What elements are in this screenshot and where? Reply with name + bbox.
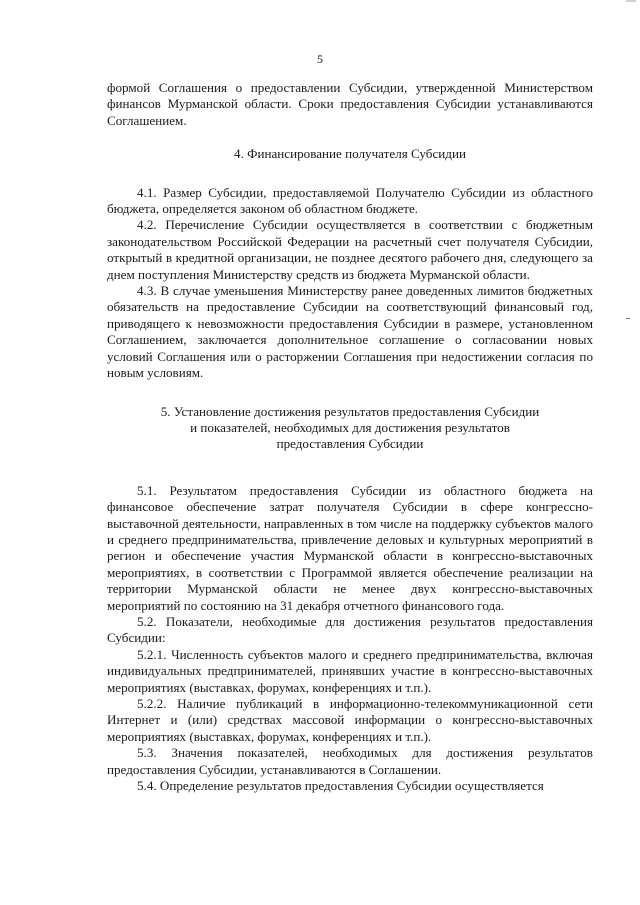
section-5-heading-line-3: предоставления Субсидии bbox=[276, 436, 424, 452]
paragraph-5-4: 5.4. Определение результатов предоставления Субсидии осуществляется bbox=[137, 778, 544, 794]
paragraph-4-1: 4.1. Размер Субсидии, предоставляемой Получателю Субсидии из областного бюджета, определяется законом об областном бюджете. bbox=[107, 184, 593, 217]
scan-mark bbox=[626, 0, 636, 2]
paragraph-5-2: 5.2. Показатели, необходимые для достижения результатов предоставления Субсидии: bbox=[107, 613, 593, 646]
paragraph-5-2-2: 5.2.2. Наличие публикаций в информационно-телекоммуникационной сети Интернет и (или) средствах массовой информации о конгрессно-выставочных мероприятиях (выставках, форумах, конференциях и т.п.). bbox=[107, 696, 593, 744]
paragraph-5-3: 5.3. Значения показателей, необходимых для достижения результатов предоставления Субсидии, устанавливаются в Соглашении. bbox=[107, 745, 593, 777]
section-5-heading-line-2: и показателей, необходимых для достижения результатов bbox=[190, 419, 510, 435]
page-number: 5 bbox=[317, 52, 323, 66]
section-5-heading bbox=[107, 404, 593, 453]
section-4-heading: 4. Финансирование получателя Субсидии bbox=[234, 146, 466, 162]
paragraph-5-2-1: 5.2.1. Численность субъектов малого и среднего предпринимательства, включая индивидуальных предпринимателей, принявших участие в конгрессно-выставочных мероприятиях (выставках, форумах, конференциях и т.п.). bbox=[107, 646, 593, 695]
scan-dash bbox=[626, 318, 630, 319]
paragraph-5-1: 5.1. Результатом предоставления Субсидии из областного бюджета на финансовое обеспечение затрат получателя Субсидии в сфере конгрессно-выставочной деятельности, направленных в том числе на поддержку субъектов малого и среднего предпринимательства, привлечение деловых и культурных мероприятий в регион и обеспечение участия Мурманской области в конгрессно-выставочных мероприятиях, в соответствии с Программой является обеспечение реализации на территории Мурманской области не менее двух конгрессно-выставочных мероприятий по состоянию на 31 декабря отчетного финансового года. bbox=[107, 482, 593, 613]
document-body bbox=[107, 80, 593, 794]
paragraph-4-2: 4.2. Перечисление Субсидии осуществляется в соответствии с бюджетным законодательством Российской Федерации на расчетный счет получателя Субсидии, открытый в кредитной организации, не позднее десятого рабочего дня, следующего за днем поступления Министерству средств из бюджета Мурманской области. bbox=[107, 217, 593, 282]
paragraph-4-3: 4.3. В случае уменьшения Министерству ранее доведенных лимитов бюджетных обязательств на предоставление Субсидии на соответствующий финансовый год, приводящего к невозможности предоставления Субсидии в размере, установленном Соглашением, заключается дополнительное соглашение о согласовании новых условий Соглашения или о расторжении Соглашения при недостижении согласия по новым условиям. bbox=[107, 283, 593, 381]
section-5-heading-line-1: 5. Установление достижения результатов предоставления Субсидии bbox=[160, 403, 540, 419]
intro-paragraph: формой Соглашения о предоставлении Субсидии, утвержденной Министерством финансов Мурманской области. Сроки предоставления Субсидии устанавливаются Соглашением. bbox=[107, 80, 593, 128]
